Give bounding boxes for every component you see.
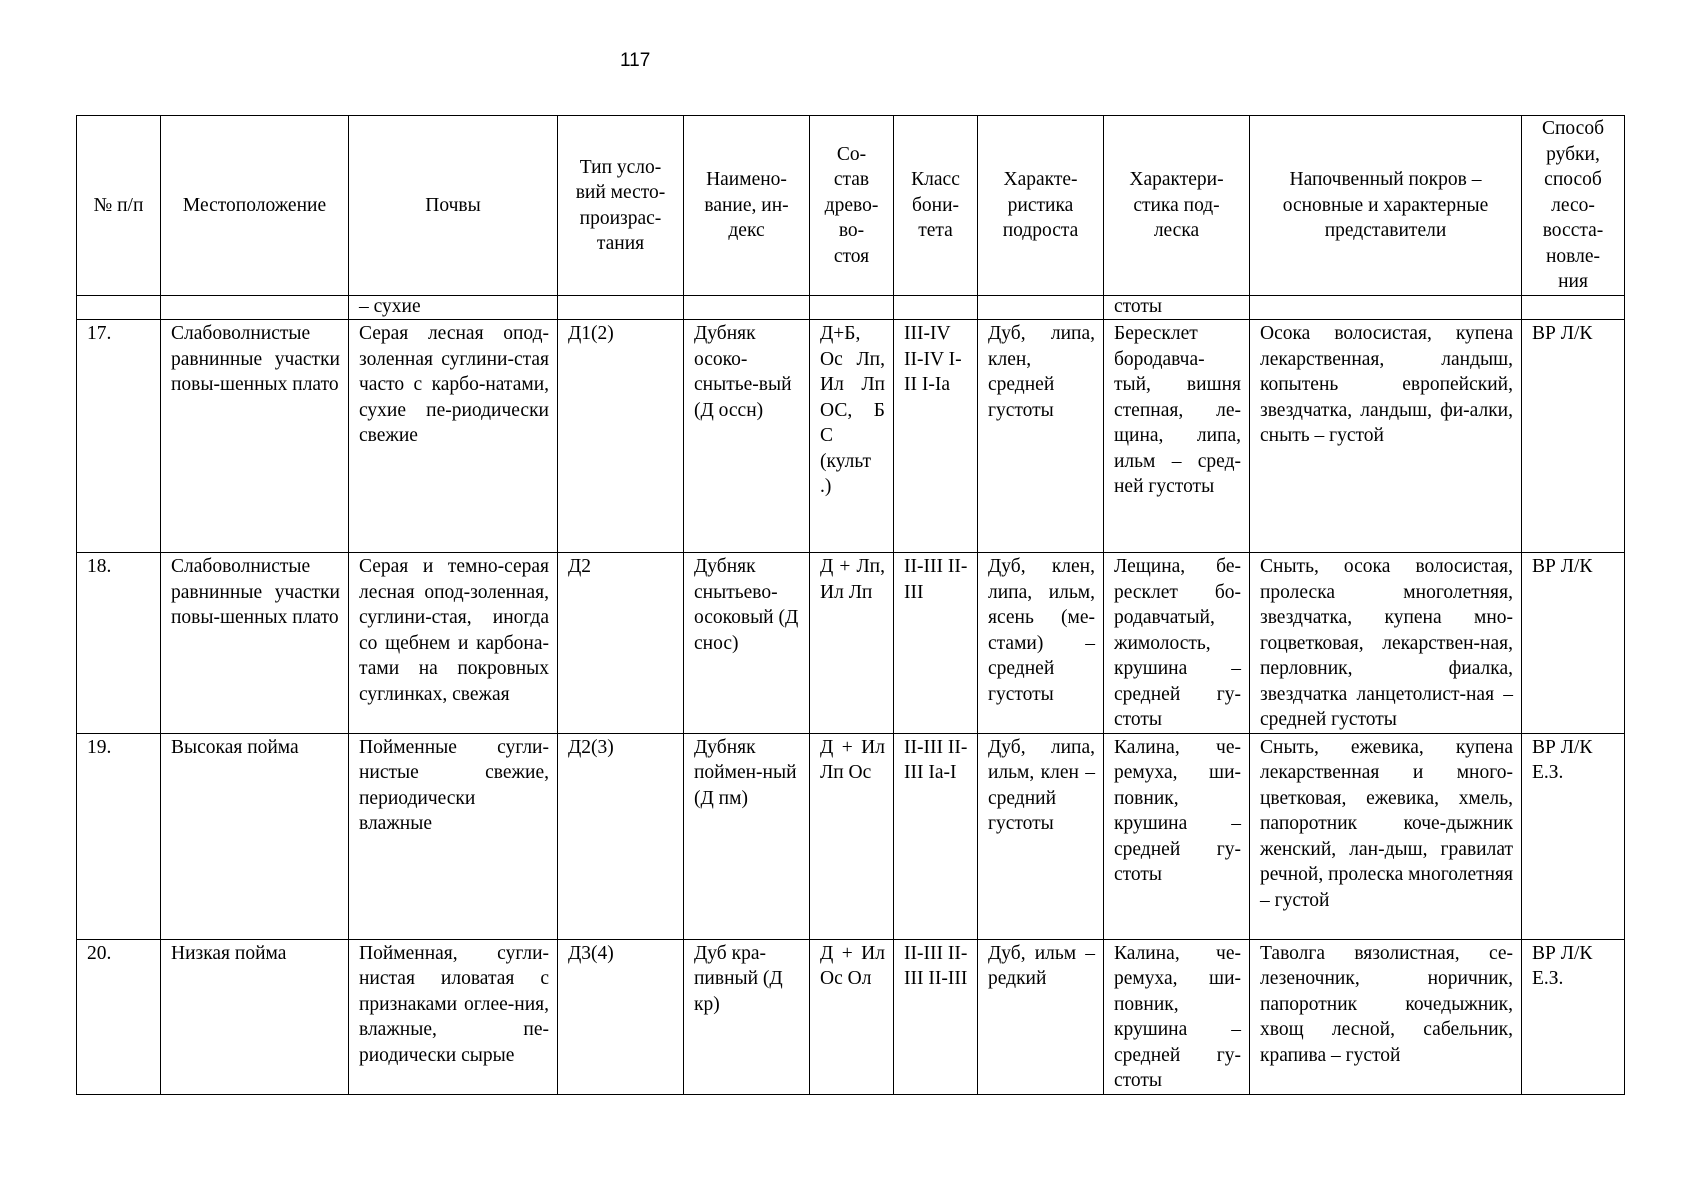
row-number: 18. (77, 553, 161, 734)
ground-cover-cell: Таволга вязолистная, се-лезеночник, норичник, папоротник кочедыжник, хвощ лесной, сабельник, крапива – густой (1250, 939, 1522, 1094)
stand-composition-cell: Д+Б, Ос Лп, Ил Лп ОС, Б С (культ .) (810, 320, 894, 553)
table-row (77, 939, 1625, 1094)
site-type-cell: Д3(4) (558, 939, 684, 1094)
forest-types-table (76, 115, 1625, 1095)
header-cell: Местоположение (161, 116, 349, 296)
undergrowth-cell: Калина, че-ремуха, ши-повник, крушина – средней гу-стоты (1104, 733, 1250, 939)
header-cell: Со- став древо- во- стоя (810, 116, 894, 296)
continuation-undergrowth: стоты (1104, 296, 1250, 320)
cutting-method-cell: ВР Л/К Е.З. (1522, 939, 1625, 1094)
header-cell: Напочвенный покров – основные и характерные представители (1250, 116, 1522, 296)
location-cell: Слабоволнистые равнинные участки повы-шенных плато (161, 320, 349, 553)
page-number: 117 (620, 50, 651, 71)
row-number: 19. (77, 733, 161, 939)
forest-type-name-cell: Дубняк осоко-снытье-вый (Д оссн) (684, 320, 810, 553)
bonitet-class-cell: II-III II-III (894, 553, 978, 734)
header-cell: Способ рубки, способ лесо- восста- новле- ния (1522, 116, 1625, 296)
undergrowth-cell: Бересклет бородавча-тый, вишня степная, ле-щина, липа, ильм – сред-ней густоты (1104, 320, 1250, 553)
location-cell: Слабоволнистые равнинные участки повы-шенных плато (161, 553, 349, 734)
header-cell: Тип усло- вий место- произрас- тания (558, 116, 684, 296)
soil-cell: Пойменная, сугли-нистая иловатая с признаками оглее-ния, влажные, пе-риодически сырые (349, 939, 558, 1094)
continuation-row (77, 296, 1625, 320)
bonitet-class-cell: II-III II-III II-III (894, 939, 978, 1094)
undergrowth-cell: Калина, че-ремуха, ши-повник, крушина – средней гу-стоты (1104, 939, 1250, 1094)
undergrowth-cell: Лещина, бе-ресклет бо-родавчатый, жимолость, крушина – средней гу-стоты (1104, 553, 1250, 734)
site-type-cell: Д2 (558, 553, 684, 734)
cutting-method-cell: ВР Л/К (1522, 320, 1625, 553)
continuation-soil: – сухие (349, 296, 558, 320)
bonitet-class-cell: II-III II-III Ia-I (894, 733, 978, 939)
regrowth-cell: Дуб, липа, ильм, клен – средний густоты (978, 733, 1104, 939)
table-row (77, 553, 1625, 734)
site-type-cell: Д2(3) (558, 733, 684, 939)
table-row (77, 320, 1625, 553)
cutting-method-cell: ВР Л/К Е.З. (1522, 733, 1625, 939)
soil-cell: Серая лесная опод-золенная суглини-стая часто с карбо-натами, сухие пе-риодически свежие (349, 320, 558, 553)
row-number: 20. (77, 939, 161, 1094)
header-cell: Класс бони- тета (894, 116, 978, 296)
ground-cover-cell: Сныть, осока волосистая, пролеска многолетняя, звездчатка, купена мно-гоцветковая, лекарствен-ная, перловник, фиалка, звездчатка ланцетолист-ная – средней густоты (1250, 553, 1522, 734)
ground-cover-cell: Сныть, ежевика, купена лекарственная и много-цветковая, ежевика, хмель, папоротник коче-дыжник женский, лан-дыш, гравилат речной, пролеска многолетняя – густой (1250, 733, 1522, 939)
forest-type-name-cell: Дуб кра-пивный (Д кр) (684, 939, 810, 1094)
row-number: 17. (77, 320, 161, 553)
header-cell: Наимено- вание, ин- декс (684, 116, 810, 296)
site-type-cell: Д1(2) (558, 320, 684, 553)
header-cell: Характе- ристика подроста (978, 116, 1104, 296)
header-cell: Характери- стика под- леска (1104, 116, 1250, 296)
bonitet-class-cell: III-IV II-IV I-II I-Ia (894, 320, 978, 553)
regrowth-cell: Дуб, ильм – редкий (978, 939, 1104, 1094)
ground-cover-cell: Осока волосистая, купена лекарственная, ландыш, копытень европейский, звездчатка, ландыш, фи-алки, сныть – густой (1250, 320, 1522, 553)
forest-type-name-cell: Дубняк поймен-ный (Д пм) (684, 733, 810, 939)
location-cell: Высокая пойма (161, 733, 349, 939)
table-row (77, 733, 1625, 939)
stand-composition-cell: Д + Ил Лп Ос (810, 733, 894, 939)
soil-cell: Серая и темно-серая лесная опод-золенная, суглини-стая, иногда со щебнем и карбона-тами на покровных суглинках, свежая (349, 553, 558, 734)
cutting-method-cell: ВР Л/К (1522, 553, 1625, 734)
stand-composition-cell: Д + Ил Ос Ол (810, 939, 894, 1094)
forest-type-name-cell: Дубняк снытьево-осоковый (Д снос) (684, 553, 810, 734)
regrowth-cell: Дуб, клен, липа, ильм, ясень (ме-стами) – средней густоты (978, 553, 1104, 734)
regrowth-cell: Дуб, липа, клен, средней густоты (978, 320, 1104, 553)
soil-cell: Пойменные сугли-нистые свежие, периодически влажные (349, 733, 558, 939)
table-header-row (77, 116, 1625, 296)
stand-composition-cell: Д + Лп, Ил Лп (810, 553, 894, 734)
header-cell: Почвы (349, 116, 558, 296)
header-cell: № п/п (77, 116, 161, 296)
location-cell: Низкая пойма (161, 939, 349, 1094)
